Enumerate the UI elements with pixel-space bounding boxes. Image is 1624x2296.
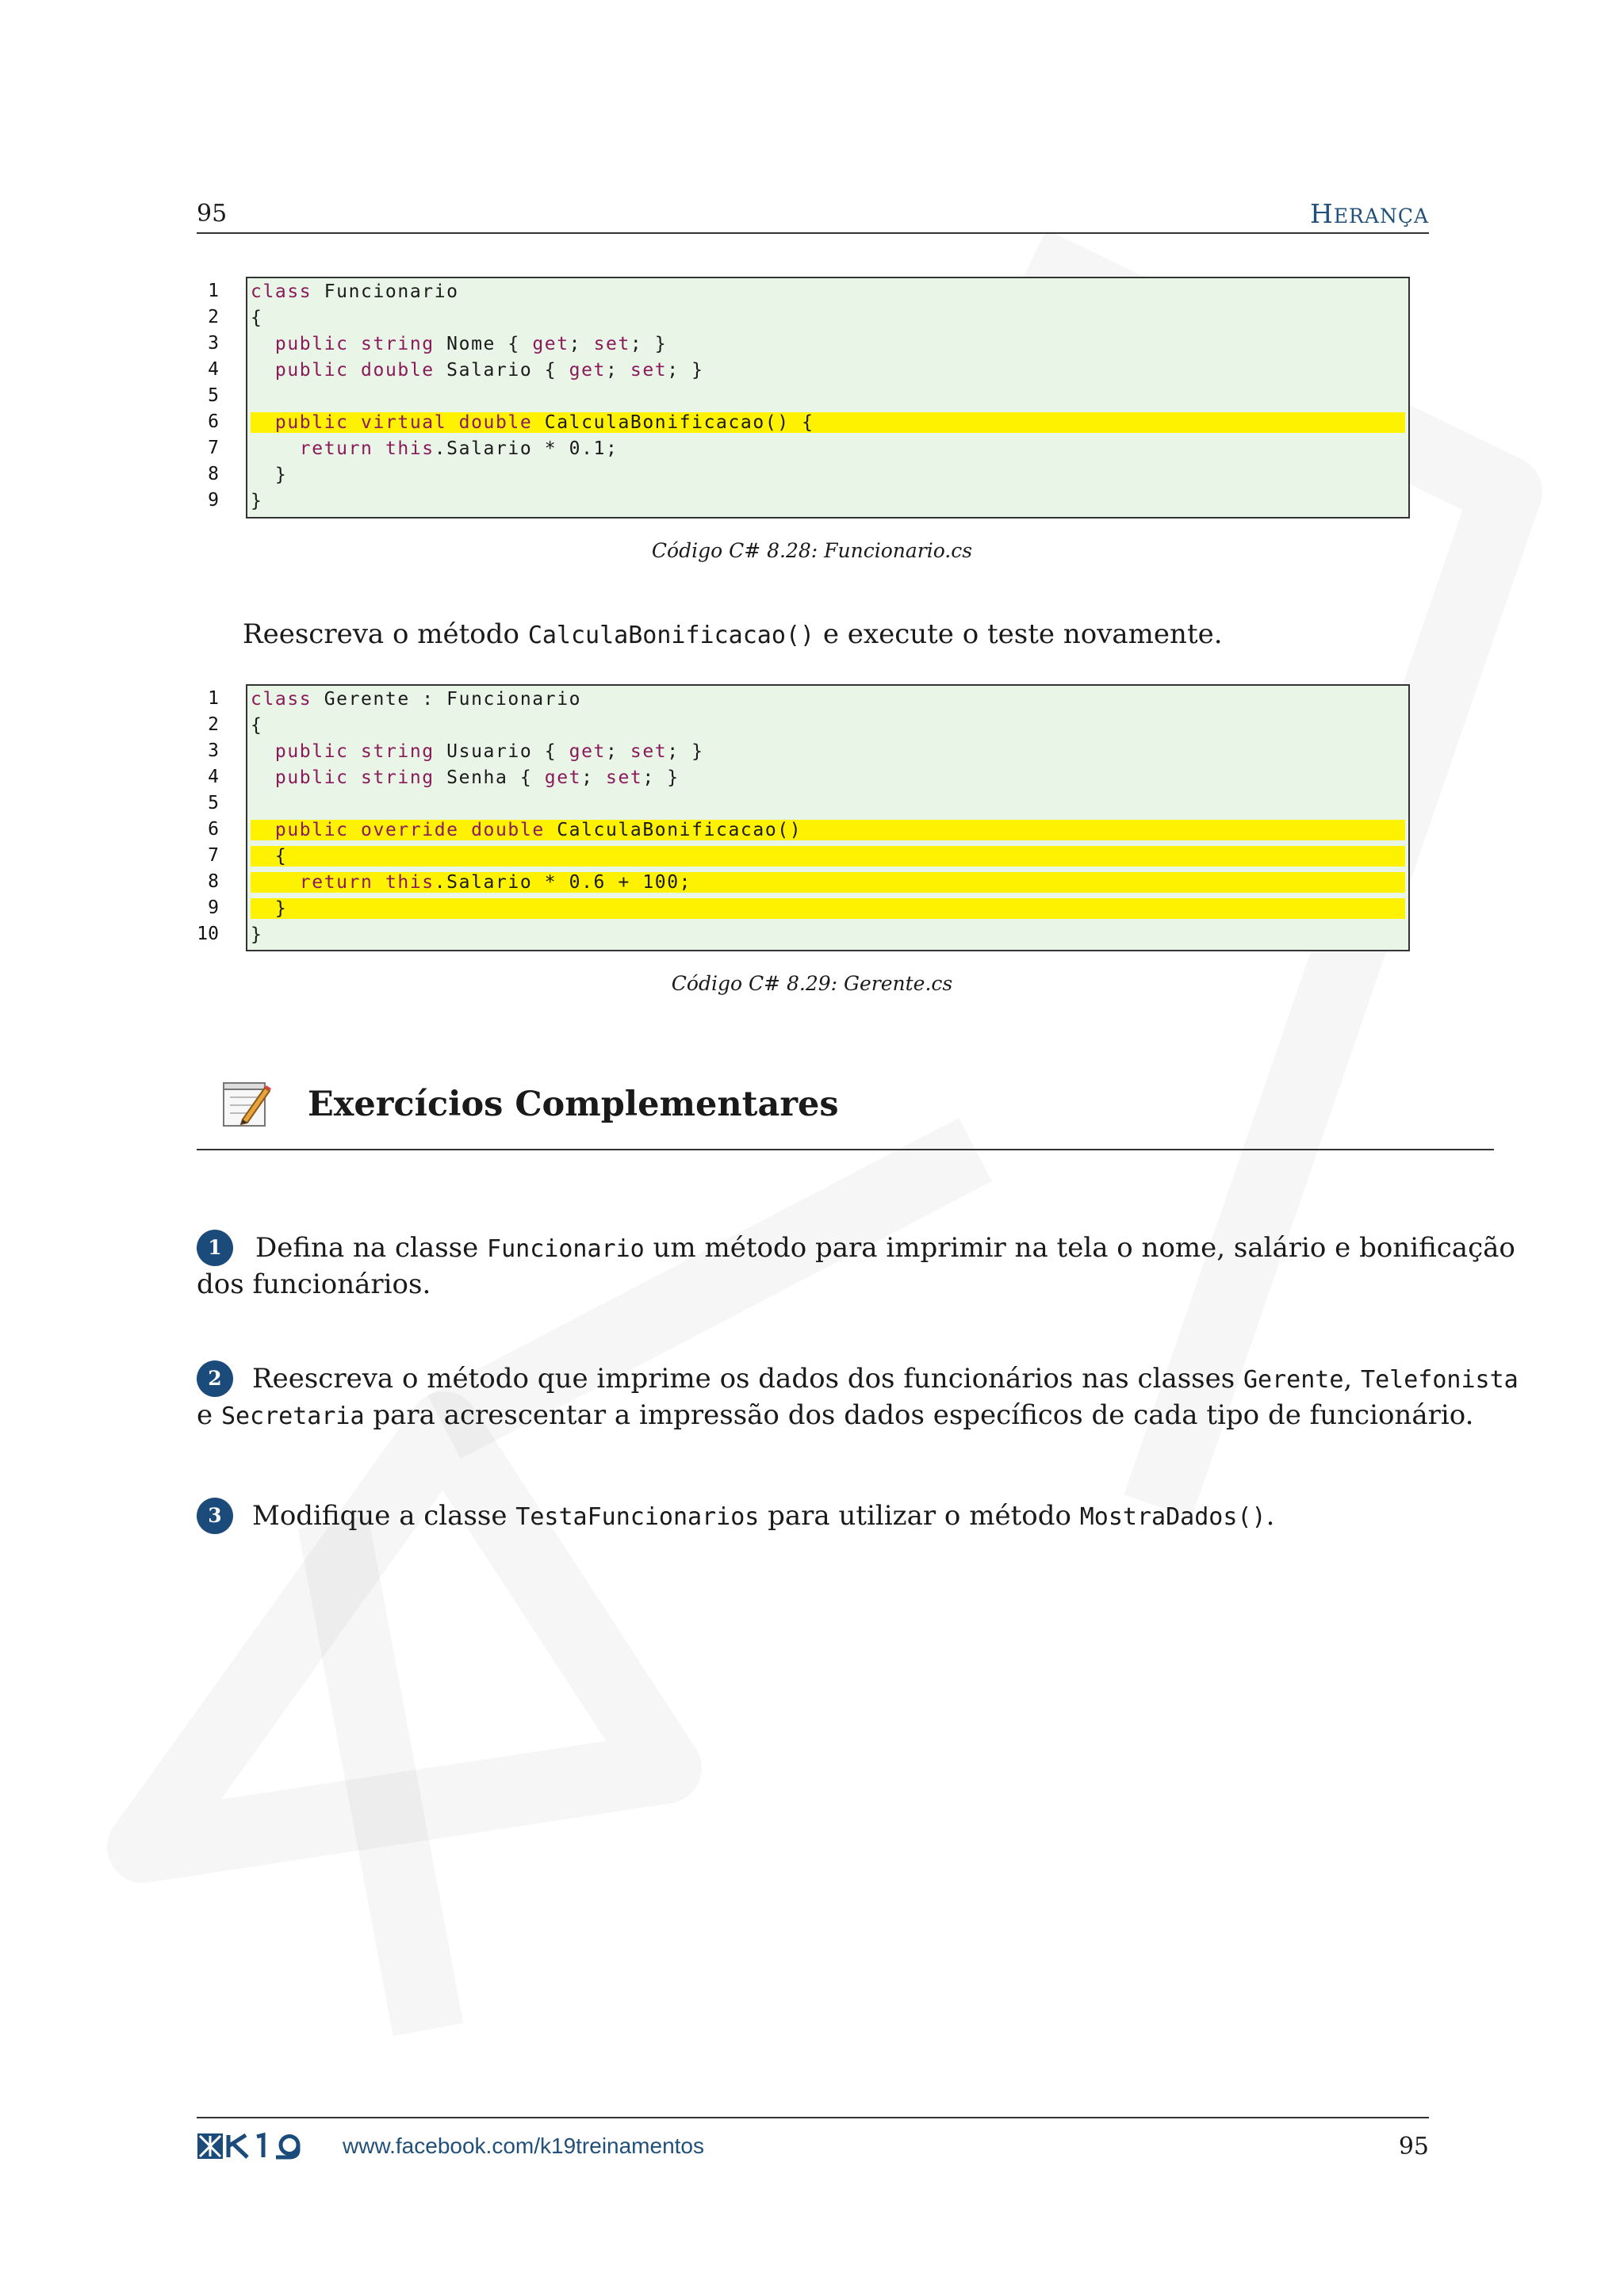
- inline-code: MostraDados(): [1079, 1503, 1266, 1531]
- code-line: }: [251, 491, 263, 511]
- footer-link[interactable]: www.facebook.com/k19treinamentos: [343, 2133, 704, 2158]
- line-number: 7: [208, 438, 219, 458]
- line-number: 3: [208, 333, 219, 354]
- section-rule: [197, 1149, 1494, 1150]
- pencil-notepad-icon: [219, 1077, 273, 1131]
- line-number: 7: [208, 845, 219, 866]
- inline-code: CalculaBonificacao(): [527, 622, 815, 649]
- line-number: 8: [208, 464, 219, 484]
- code-line: {: [251, 308, 263, 328]
- code-line-highlighted: public virtual double CalculaBonificacao() {: [251, 412, 1405, 433]
- exercise-number-badge: 2: [197, 1360, 233, 1397]
- inline-code: TestaFuncionarios: [515, 1503, 760, 1531]
- code-line-highlighted: {: [251, 846, 1405, 867]
- exercise-text: dos funcionários.: [197, 1269, 431, 1300]
- footer-rule: [197, 2117, 1429, 2118]
- code-listing-funcionario: [197, 277, 1410, 519]
- line-numbers: [197, 278, 219, 514]
- listing-caption: Código C# 8.29: Gerente.cs: [671, 972, 953, 995]
- exercise-text: Modifique a classe TestaFuncionarios para utilizar o método MostraDados().: [252, 1500, 1275, 1532]
- line-number: 9: [208, 490, 219, 511]
- exercise-number-badge: 1: [197, 1230, 233, 1266]
- line-number: 4: [208, 767, 219, 787]
- code-line: class Gerente : Funcionario: [251, 689, 582, 710]
- code-listing-gerente: [197, 684, 1410, 951]
- code-line: public string Usuario { get; set; }: [274, 741, 704, 762]
- header-rule: [197, 232, 1429, 234]
- section-title: Exercícios Complementares: [308, 1085, 839, 1124]
- code-line: {: [251, 715, 263, 736]
- code-box: [246, 684, 1410, 951]
- line-numbers: [197, 686, 219, 947]
- line-number: 2: [208, 307, 219, 327]
- code-line-highlighted: }: [251, 898, 1405, 919]
- code-line: return this.Salario * 0.1;: [299, 438, 619, 459]
- inline-code: Gerente: [1243, 1366, 1344, 1394]
- k19-logo: [197, 2131, 320, 2161]
- chapter-title-initial: H: [1310, 198, 1334, 229]
- line-number: 6: [208, 819, 219, 840]
- code-line: public string Nome { get; set; }: [274, 334, 668, 354]
- inline-code: Telefonista: [1361, 1366, 1519, 1394]
- chapter-title-rest: ERANÇA: [1333, 205, 1429, 228]
- exercise-text: Defina na classe Funcionario um método para imprimir na tela o nome, salário e bonificação: [255, 1232, 1515, 1264]
- code-box: [246, 277, 1410, 519]
- line-number: 2: [208, 714, 219, 735]
- line-number: 6: [208, 411, 219, 432]
- line-number: 3: [208, 740, 219, 761]
- code-line: }: [274, 465, 288, 485]
- line-number: 4: [208, 359, 219, 380]
- line-number: 8: [208, 871, 219, 892]
- listing-caption: Código C# 8.28: Funcionario.cs: [651, 539, 973, 562]
- line-number: 10: [197, 924, 219, 944]
- exercise-text: Reescreva o método que imprime os dados dos funcionários nas classes Gerente, Telefonista: [252, 1363, 1519, 1395]
- line-number: 5: [208, 793, 219, 813]
- chapter-title: [1310, 198, 1429, 229]
- intro-paragraph: Reescreva o método CalculaBonificacao() e execute o teste novamente.: [243, 618, 1223, 650]
- footer-page-number: 95: [1398, 2133, 1429, 2160]
- code-line: }: [251, 924, 263, 945]
- line-number: 1: [208, 688, 219, 709]
- exercise-number-badge: 3: [197, 1498, 233, 1534]
- code-line: public double Salario { get; set; }: [274, 360, 704, 381]
- code-line-highlighted: public override double CalculaBonificacao(): [251, 820, 1405, 840]
- line-number: 9: [208, 897, 219, 918]
- code-line: class Funcionario: [251, 281, 459, 302]
- code-line: public string Senha { get; set; }: [274, 767, 680, 788]
- line-number: 5: [208, 385, 219, 406]
- inline-code: Secretaria: [220, 1402, 365, 1430]
- line-number: 1: [208, 281, 219, 301]
- code-line-highlighted: return this.Salario * 0.6 + 100;: [251, 872, 1405, 893]
- exercise-text: e Secretaria para acrescentar a impressão dos dados específicos de cada tipo de funcionário.: [197, 1399, 1474, 1431]
- inline-code: Funcionario: [487, 1235, 645, 1263]
- header-page-number: 95: [197, 200, 228, 228]
